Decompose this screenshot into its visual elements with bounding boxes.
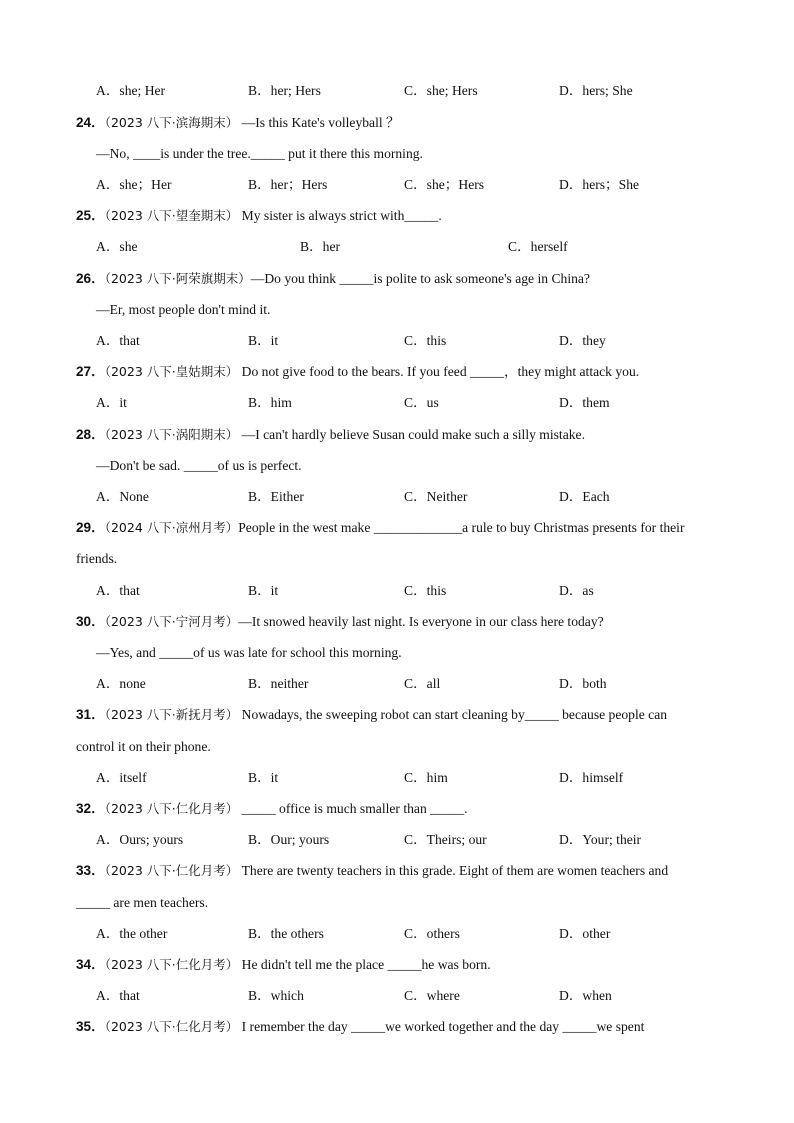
question-number: 34． <box>76 957 105 972</box>
q25-option-b[interactable]: B．her <box>300 239 341 254</box>
q28-stem <box>76 425 585 445</box>
question-text: There are twenty teachers in this grade. Eight of them are women teachers and <box>238 863 669 878</box>
q23-option-a[interactable]: A．she; Her <box>96 83 166 98</box>
question-number: 35． <box>76 1019 105 1034</box>
q24-option-a[interactable]: A．she；Her <box>96 177 172 192</box>
question-number: 31． <box>76 707 105 722</box>
q23-option-b[interactable]: B．her; Hers <box>248 83 321 98</box>
q26-option-c[interactable]: C．this <box>404 333 447 348</box>
question-source: （2023 八下·仁化月考） <box>104 801 239 816</box>
q29-line2: friends. <box>76 551 118 566</box>
q32-option-c[interactable]: C．Theirs; our <box>404 832 487 847</box>
question-text: —I can't hardly believe Susan could make such a silly mistake. <box>238 427 585 442</box>
q27-option-c[interactable]: C．us <box>404 395 439 410</box>
q33-options <box>96 924 726 944</box>
q33-option-d[interactable]: D．other <box>559 926 611 941</box>
q34-stem <box>76 955 491 975</box>
q30-line2: —Yes, and _____of us was late for school this morning. <box>96 645 402 660</box>
question-text: —It snowed heavily last night. Is everyone in our class here today? <box>238 614 604 629</box>
q23-option-c[interactable]: C．she; Hers <box>404 83 478 98</box>
question-source: （2023 八下·新抚月考） <box>104 707 239 722</box>
q35-stem <box>76 1017 644 1037</box>
q23-option-d[interactable]: D．hers; She <box>559 83 633 98</box>
q29-option-c[interactable]: C．this <box>404 583 447 598</box>
q28-option-c[interactable]: C．Neither <box>404 489 468 504</box>
question-text: _____ office is much smaller than _____. <box>238 801 468 816</box>
q31-option-b[interactable]: B．it <box>248 770 279 785</box>
question-number: 32． <box>76 801 105 816</box>
question-number: 25． <box>76 208 105 223</box>
q31-options <box>96 768 726 788</box>
q29-option-d[interactable]: D．as <box>559 583 594 598</box>
q28-option-a[interactable]: A．None <box>96 489 149 504</box>
q26-stem <box>76 269 590 289</box>
q28-option-d[interactable]: D．Each <box>559 489 610 504</box>
q30-option-a[interactable]: A．none <box>96 676 146 691</box>
question-text: —Do you think _____is polite to ask someone's age in China? <box>250 271 590 286</box>
q29-option-b[interactable]: B．it <box>248 583 279 598</box>
question-number: 26． <box>76 271 105 286</box>
question-number: 24． <box>76 115 105 130</box>
q32-option-a[interactable]: A．Ours; yours <box>96 832 184 847</box>
q31-option-d[interactable]: D．himself <box>559 770 624 785</box>
q26-option-a[interactable]: A．that <box>96 333 140 348</box>
question-text: People in the west make _____________a rule to buy Christmas presents for their <box>238 520 685 535</box>
q26-option-b[interactable]: B．it <box>248 333 279 348</box>
question-source: （2023 八下·涡阳期末） <box>104 427 239 442</box>
q29-option-a[interactable]: A．that <box>96 583 140 598</box>
question-source: （2024 八下·凉州月考） <box>104 520 239 535</box>
q33-option-a[interactable]: A．the other <box>96 926 168 941</box>
q34-option-d[interactable]: D．when <box>559 988 612 1003</box>
q34-option-b[interactable]: B．which <box>248 988 304 1003</box>
question-text: Nowadays, the sweeping robot can start cleaning by_____ because people can <box>238 707 668 722</box>
q32-option-d[interactable]: D．Your; their <box>559 832 642 847</box>
q26-line2: —Er, most people don't mind it. <box>96 302 271 317</box>
question-source: （2023 八下·宁河月考） <box>104 614 239 629</box>
q24-stem <box>76 113 400 133</box>
q26-option-d[interactable]: D．they <box>559 333 606 348</box>
q34-option-c[interactable]: C．where <box>404 988 460 1003</box>
q31-option-c[interactable]: C．him <box>404 770 448 785</box>
q27-stem <box>76 362 639 382</box>
question-text: Do not give food to the bears. If you feed _____，they might attack you. <box>238 364 640 379</box>
q30-option-d[interactable]: D．both <box>559 676 607 691</box>
question-text: My sister is always strict with_____. <box>238 208 442 223</box>
question-number: 30． <box>76 614 105 629</box>
question-source: （2023 八下·阿荣旗期末） <box>104 271 251 286</box>
q28-options <box>96 487 726 507</box>
q31-line2: control it on their phone. <box>76 739 211 754</box>
q34-option-a[interactable]: A．that <box>96 988 140 1003</box>
question-source: （2023 八下·仁化月考） <box>104 1019 239 1034</box>
q30-option-c[interactable]: C．all <box>404 676 441 691</box>
q33-option-c[interactable]: C．others <box>404 926 460 941</box>
question-number: 27． <box>76 364 105 379</box>
q34-options <box>96 986 726 1006</box>
q32-option-b[interactable]: B．Our; yours <box>248 832 330 847</box>
question-source: （2023 八下·仁化月考） <box>104 863 239 878</box>
q25-option-c[interactable]: C．herself <box>508 239 568 254</box>
question-number: 28． <box>76 427 105 442</box>
q33-line2: _____ are men teachers. <box>76 895 209 910</box>
q33-stem <box>76 861 668 881</box>
question-source: （2023 八下·皇姑期末） <box>104 364 239 379</box>
q25-stem <box>76 206 442 226</box>
q28-line2: —Don't be sad. _____of us is perfect. <box>96 458 302 473</box>
q24-options <box>96 175 726 195</box>
question-text: —Is this Kate's volleyball ？ <box>238 115 400 130</box>
q30-options <box>96 674 726 694</box>
q27-options <box>96 393 726 413</box>
q29-options <box>96 581 726 601</box>
question-text: I remember the day _____we worked together and the day _____we spent <box>238 1019 645 1034</box>
q23-options <box>96 81 726 101</box>
q24-option-b[interactable]: B．her；Hers <box>248 177 328 192</box>
q32-options <box>96 830 726 850</box>
q29-stem <box>76 518 684 538</box>
q28-option-b[interactable]: B．Either <box>248 489 304 504</box>
question-source: （2023 八下·望奎期末） <box>104 208 239 223</box>
question-number: 33． <box>76 863 105 878</box>
question-number: 29． <box>76 520 105 535</box>
question-text: He didn't tell me the place _____he was born. <box>238 957 491 972</box>
q27-option-d[interactable]: D．them <box>559 395 610 410</box>
q25-options <box>96 237 726 257</box>
q30-stem <box>76 612 604 632</box>
q24-line2: —No, ____is under the tree._____ put it there this morning. <box>96 146 423 161</box>
question-source: （2023 八下·仁化月考） <box>104 957 239 972</box>
q32-stem <box>76 799 468 819</box>
q30-option-b[interactable]: B．neither <box>248 676 309 691</box>
q24-option-d[interactable]: D．hers；She <box>559 177 640 192</box>
q33-option-b[interactable]: B．the others <box>248 926 324 941</box>
q27-option-a[interactable]: A．it <box>96 395 127 410</box>
q27-option-b[interactable]: B．him <box>248 395 292 410</box>
question-source: （2023 八下·滨海期末） <box>104 115 239 130</box>
q26-options <box>96 331 726 351</box>
q31-option-a[interactable]: A．itself <box>96 770 147 785</box>
q31-stem <box>76 705 667 725</box>
q24-option-c[interactable]: C．she；Hers <box>404 177 485 192</box>
q25-option-a[interactable]: A．she <box>96 239 138 254</box>
